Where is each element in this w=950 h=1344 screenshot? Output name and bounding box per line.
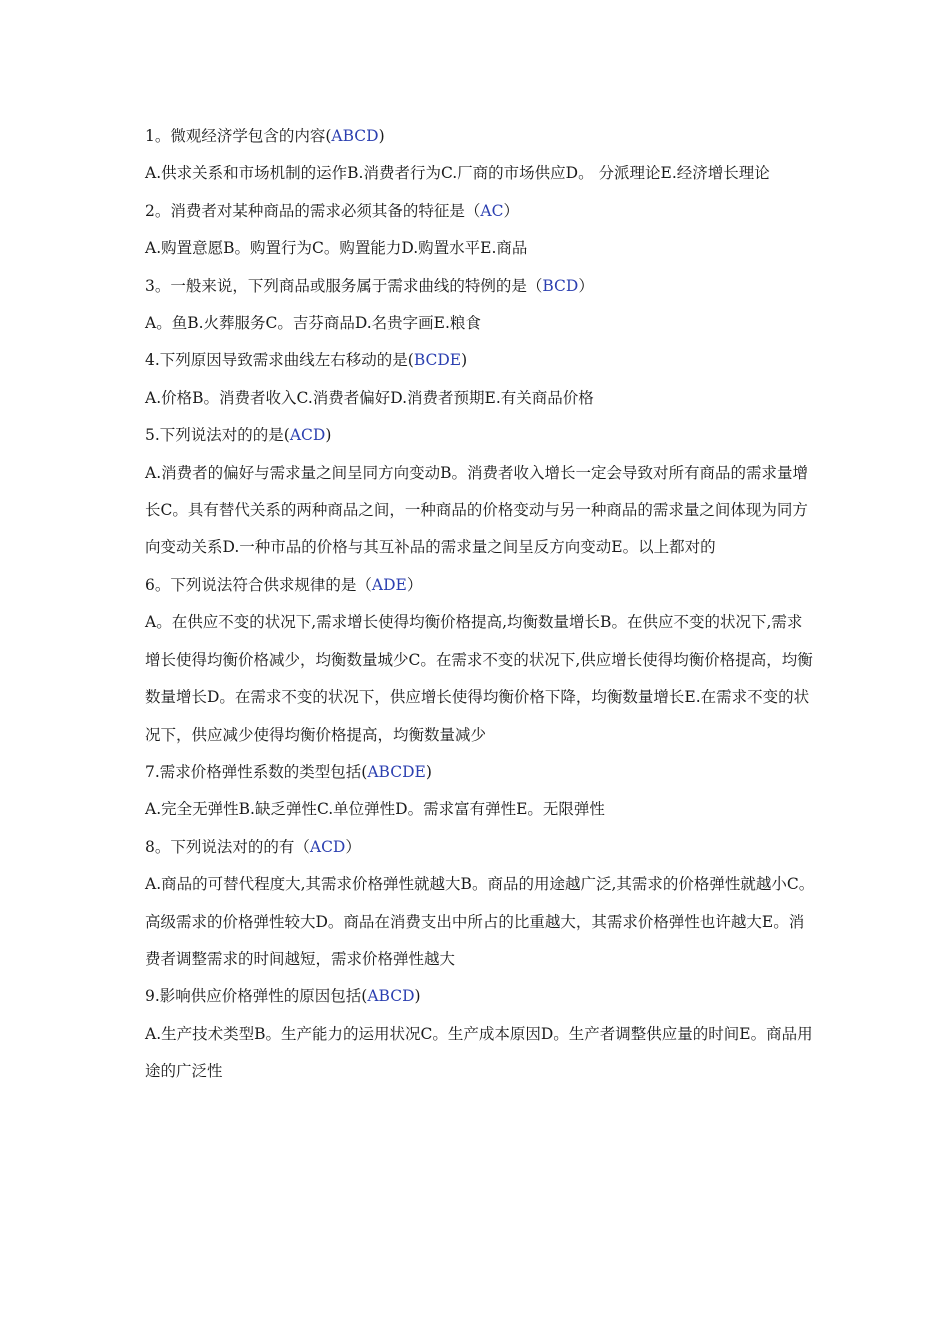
question-options: A.消费者的偏好与需求量之间呈同方向变动B。消费者收入增长一定会导致对所有商品的需求量增长C。具有替代关系的两种商品之间，一种商品的价格变动与另一种商品的需求量之间体现为同方向变动关系D.一种市品的价格与其互补品的需求量之间呈反方向变动E。以上都对的: [145, 463, 809, 557]
question-options: A.完全无弹性B.缺乏弹性C.单位弹性D。需求富有弹性E。无限弹性: [145, 800, 605, 819]
stem-close: ）: [406, 575, 423, 594]
question-list: [145, 118, 815, 1091]
question-2: [145, 193, 815, 268]
stem-text: 6。下列说法符合供求规律的是（: [145, 575, 372, 594]
question-6: [145, 567, 815, 754]
question-stem: [145, 417, 815, 454]
stem-close: ): [461, 351, 468, 370]
question-8: [145, 829, 815, 979]
question-options: A。鱼B.火葬服务C。吉芬商品D.名贵字画E.粮食: [145, 314, 481, 333]
question-stem: [145, 118, 815, 155]
stem-text: 2。消费者对某种商品的需求必须其备的特征是（: [145, 201, 481, 220]
question-options: A.供求关系和市场机制的运作B.消费者行为C.厂商的市场供应D。 分派理论E.经济增长理论: [145, 164, 770, 183]
question-9: [145, 978, 815, 1090]
question-options: A.商品的可替代程度大,其需求价格弹性就越大B。商品的用途越广泛,其需求的价格弹性就越小C。高级需求的价格弹性较大D。商品在消费支出中所占的比重越大，其需求价格弹性也许越大E。消费者调整需求的时间越短，需求价格弹性越大: [145, 875, 815, 968]
stem-text: 8。下列说法对的的有（: [145, 837, 310, 856]
stem-text: 7.需求价格弹性系数的类型包括(: [145, 762, 368, 781]
question-5: [145, 417, 815, 567]
question-options: A.购置意愿B。购置行为C。购置能力D.购置水平E.商品: [145, 239, 528, 258]
question-stem: [145, 342, 815, 379]
answer-key: ABCDE: [367, 762, 426, 781]
question-stem: [145, 978, 815, 1015]
stem-close: ): [325, 426, 332, 445]
answer-key: BCDE: [413, 351, 462, 370]
question-options: A。在供应不变的状况下,需求增长使得均衡价格提高,均衡数量增长B。在供应不变的状况下,需求增长使得均衡价格减少，均衡数量城少C。在需求不变的状况下,供应增长使得均衡价格提高，均衡数量增长D。在需求不变的状况下，供应增长使得均衡价格下降，均衡数量增长E.在需求不变的状况下，供应减少使得均衡价格提高，均衡数量减少: [145, 613, 813, 744]
stem-close: ): [378, 127, 385, 145]
stem-text: 1。微观经济学包含的内容(: [145, 127, 332, 145]
question-3: [145, 268, 815, 343]
answer-key: ADE: [371, 575, 407, 594]
answer-key: AC: [480, 201, 504, 220]
stem-text: 3。一般来说，下列商品或服务属于需求曲线的特例的是（: [145, 276, 543, 295]
stem-text: 9.影响供应价格弹性的原因包括(: [145, 987, 368, 1006]
question-stem: [145, 567, 815, 604]
stem-close: ）: [503, 201, 519, 220]
answer-key: BCD: [542, 276, 579, 295]
answer-key: ABCD: [331, 127, 379, 145]
stem-close: ）: [345, 837, 361, 856]
stem-close: ）: [578, 276, 594, 295]
answer-key: ACD: [309, 837, 346, 856]
question-stem: [145, 268, 815, 305]
question-options: A.价格B。消费者收入C.消费者偏好D.消费者预期E.有关商品价格: [145, 388, 594, 407]
stem-text: 4.下列原因导致需求曲线左右移动的是(: [145, 351, 414, 370]
question-1: [145, 118, 815, 193]
question-4: [145, 342, 815, 417]
question-7: [145, 754, 815, 829]
stem-close: ): [414, 987, 421, 1006]
question-stem: [145, 754, 815, 791]
question-options: A.生产技术类型B。生产能力的运用状况C。生产成本原因D。生产者调整供应量的时间E。商品用途的广泛性: [145, 1024, 813, 1081]
stem-close: ): [425, 762, 432, 781]
question-stem: [145, 829, 815, 866]
stem-text: 5.下列说法对的的是(: [145, 426, 290, 445]
answer-key: ACD: [289, 426, 326, 445]
answer-key: ABCD: [367, 987, 415, 1006]
question-stem: [145, 193, 815, 230]
